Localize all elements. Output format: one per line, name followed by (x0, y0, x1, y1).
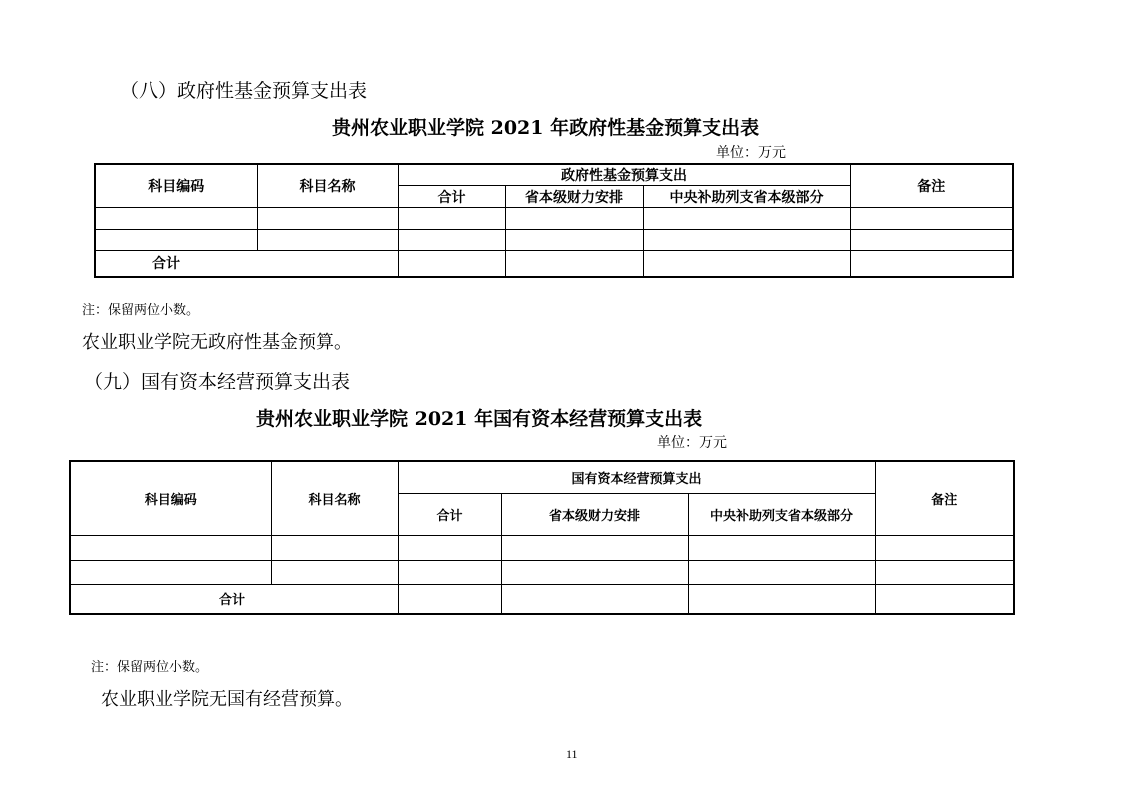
table-cell (850, 230, 1013, 251)
table-cell (875, 535, 1014, 560)
table-cell (505, 251, 643, 277)
table-cell (643, 208, 850, 230)
table-cell (643, 251, 850, 277)
table-cell (398, 535, 501, 560)
table-cell (875, 560, 1014, 584)
page-number: 11 (566, 747, 578, 761)
table-cell (398, 208, 505, 230)
header-remark: 备注 (850, 164, 1013, 208)
header-remark: 备注 (875, 461, 1014, 535)
header-subject-code: 科目编码 (95, 164, 257, 208)
table-cell (875, 584, 1014, 614)
table-row (70, 535, 1014, 560)
header-provincial-funds: 省本级财力安排 (505, 186, 643, 208)
table-cell (505, 208, 643, 230)
total-row-label: 合计 (95, 251, 398, 277)
table-total-row (95, 251, 1013, 277)
table-cell (398, 251, 505, 277)
section-8-heading: （八）政府性基金预算支出表 (120, 80, 368, 102)
table-cell (643, 230, 850, 251)
table-cell (70, 560, 271, 584)
table-cell (398, 230, 505, 251)
header-central-subsidy: 中央补助列支省本级部分 (688, 493, 875, 535)
table-row (95, 208, 1013, 230)
table-cell (501, 535, 688, 560)
state-capital-budget-table (69, 460, 1015, 615)
header-subject-name: 科目名称 (271, 461, 398, 535)
section-9-note: 注：保留两位小数。 (91, 660, 209, 675)
table-cell (501, 560, 688, 584)
table-cell (271, 560, 398, 584)
table-cell (688, 560, 875, 584)
section-9-heading: （九）国有资本经营预算支出表 (84, 371, 351, 393)
header-total: 合计 (398, 186, 505, 208)
table-cell (850, 208, 1013, 230)
header-central-subsidy: 中央补助列支省本级部分 (643, 186, 850, 208)
table-cell (95, 208, 257, 230)
header-provincial-funds: 省本级财力安排 (501, 493, 688, 535)
table-row (70, 560, 1014, 584)
header-subject-name: 科目名称 (257, 164, 398, 208)
table-cell (271, 535, 398, 560)
table-cell (398, 584, 501, 614)
government-fund-budget-table (94, 163, 1014, 278)
table-cell (398, 560, 501, 584)
table-cell (850, 251, 1013, 277)
header-subject-code: 科目编码 (70, 461, 271, 535)
section-9-unit: 单位：万元 (657, 435, 727, 451)
section-9-statement: 农业职业学院无国有经营预算。 (101, 689, 353, 710)
table-row (95, 230, 1013, 251)
table-cell (505, 230, 643, 251)
table-cell (70, 535, 271, 560)
table-cell (257, 208, 398, 230)
table-cell (95, 230, 257, 251)
header-expenditure-group: 政府性基金预算支出 (398, 164, 850, 186)
table-cell (688, 535, 875, 560)
total-row-label: 合计 (70, 584, 398, 614)
header-expenditure-group: 国有资本经营预算支出 (398, 461, 875, 493)
table-cell (501, 584, 688, 614)
section-8-title: 贵州农业职业学院 2021 年政府性基金预算支出表 (332, 117, 760, 139)
header-total: 合计 (398, 493, 501, 535)
section-8-statement: 农业职业学院无政府性基金预算。 (82, 332, 352, 353)
section-8-unit: 单位：万元 (716, 145, 786, 161)
table-cell (688, 584, 875, 614)
section-9-title: 贵州农业职业学院 2021 年国有资本经营预算支出表 (256, 408, 703, 430)
section-8-note: 注：保留两位小数。 (82, 303, 200, 318)
table-total-row (70, 584, 1014, 614)
table-cell (257, 230, 398, 251)
